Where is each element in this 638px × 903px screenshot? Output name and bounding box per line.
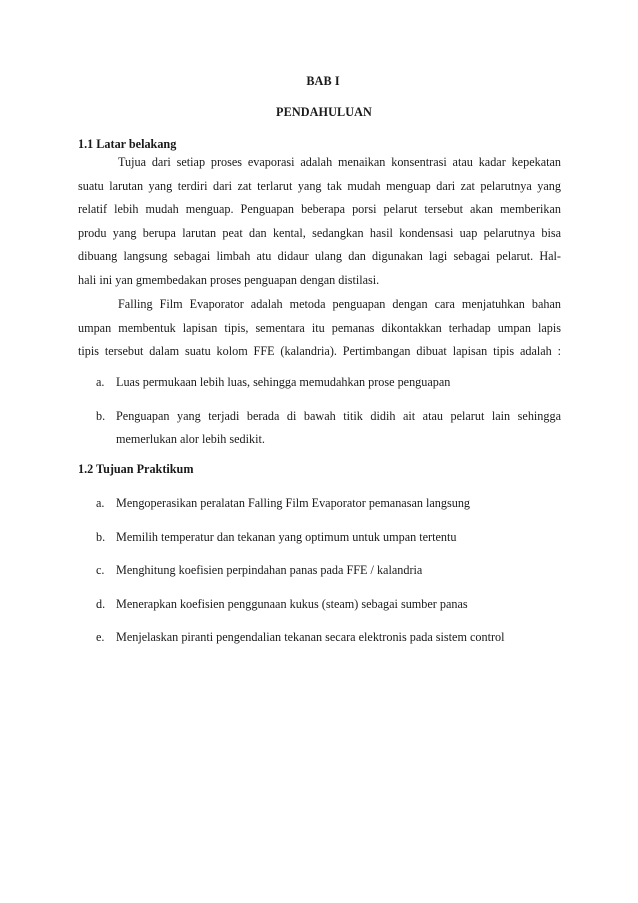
paragraph-falling-film — [78, 293, 561, 364]
list-item — [96, 492, 561, 516]
list-item-text: Mengoperasikan peralatan Falling Film Evaporator pemanasan langsung — [116, 496, 471, 510]
list-marker: b. — [96, 529, 106, 544]
list-marker: c. — [96, 563, 105, 578]
list-tujuan-praktikum — [96, 492, 561, 650]
list-marker: a. — [96, 496, 105, 510]
paragraph-line: hali ini yan gmembedakan proses penguapan dengan distilasi. — [78, 272, 380, 287]
list-item-text: Menerapkan koefisien penggunaan kukus (steam) sebagai sumber panas — [116, 596, 468, 611]
list-lapisan-tipis — [96, 371, 561, 452]
list-item — [96, 371, 561, 395]
list-item-text: Penguapan yang terjadi berada di bawah titik didih ait atau pelarut lain sehingga — [116, 408, 561, 423]
paragraph-line: produ yang berupa larutan peat dan kental, sedangkan hasil kondensasi uap pelarutnya bisa — [78, 225, 561, 240]
chapter-number: BAB I — [306, 74, 340, 88]
paragraph-line: umpan membentuk lapisan tipis, sementara itu pemanas dikontakkan terhadap umpan lapis — [78, 320, 561, 335]
paragraph-line: Tujua dari setiap proses evaporasi adalah menaikan konsentrasi atau kadar kepekatan — [118, 155, 561, 169]
list-marker: b. — [96, 408, 106, 423]
paragraph-line: Falling Film Evaporator adalah metoda penguapan dengan cara menjatuhkan bahan — [118, 297, 561, 311]
section-heading-tujuan-praktikum: 1.2 Tujuan Praktikum — [78, 462, 194, 476]
list-item — [96, 526, 561, 550]
list-item-text: Luas permukaan lebih luas, sehingga memudahkan prose penguapan — [116, 375, 451, 389]
list-item-text: Menjelaskan piranti pengendalian tekanan secara elektronis pada sistem control — [116, 630, 505, 645]
paragraph-line: dibuang langsung sebagai limbah atu didaur ulang dan digunakan lagi sebagai pelarut. Hal- — [78, 249, 561, 264]
list-item — [96, 593, 561, 617]
list-item-text: memerlukan alor lebih sedikit. — [116, 432, 265, 447]
paragraph-line: suatu larutan yang terdiri dari zat terlarut yang tak mudah menguap dari zat pelarutnya yang — [78, 178, 561, 193]
list-item — [96, 559, 561, 583]
list-item-text: Menghitung koefisien perpindahan panas pada FFE / kalandria — [116, 563, 423, 578]
paragraph-line: relatif lebih mudah menguap. Penguapan beberapa porsi pelarut tersebut akan memberikan — [78, 202, 561, 217]
list-marker: e. — [96, 630, 105, 645]
chapter-title: PENDAHULUAN — [276, 105, 372, 119]
paragraph-line: tipis tersebut dalam suatu kolom FFE (kalandria). Pertimbangan dibuat lapisan tipis adalah : — [78, 344, 561, 359]
section-heading-latar-belakang: 1.1 Latar belakang — [78, 137, 177, 151]
list-item-text: Memilih temperatur dan tekanan yang optimum untuk umpan tertentu — [116, 529, 457, 544]
list-marker: a. — [96, 375, 105, 389]
list-marker: d. — [96, 596, 106, 611]
paragraph-latar-belakang — [78, 151, 561, 293]
list-item — [96, 405, 561, 452]
list-item — [96, 626, 561, 650]
